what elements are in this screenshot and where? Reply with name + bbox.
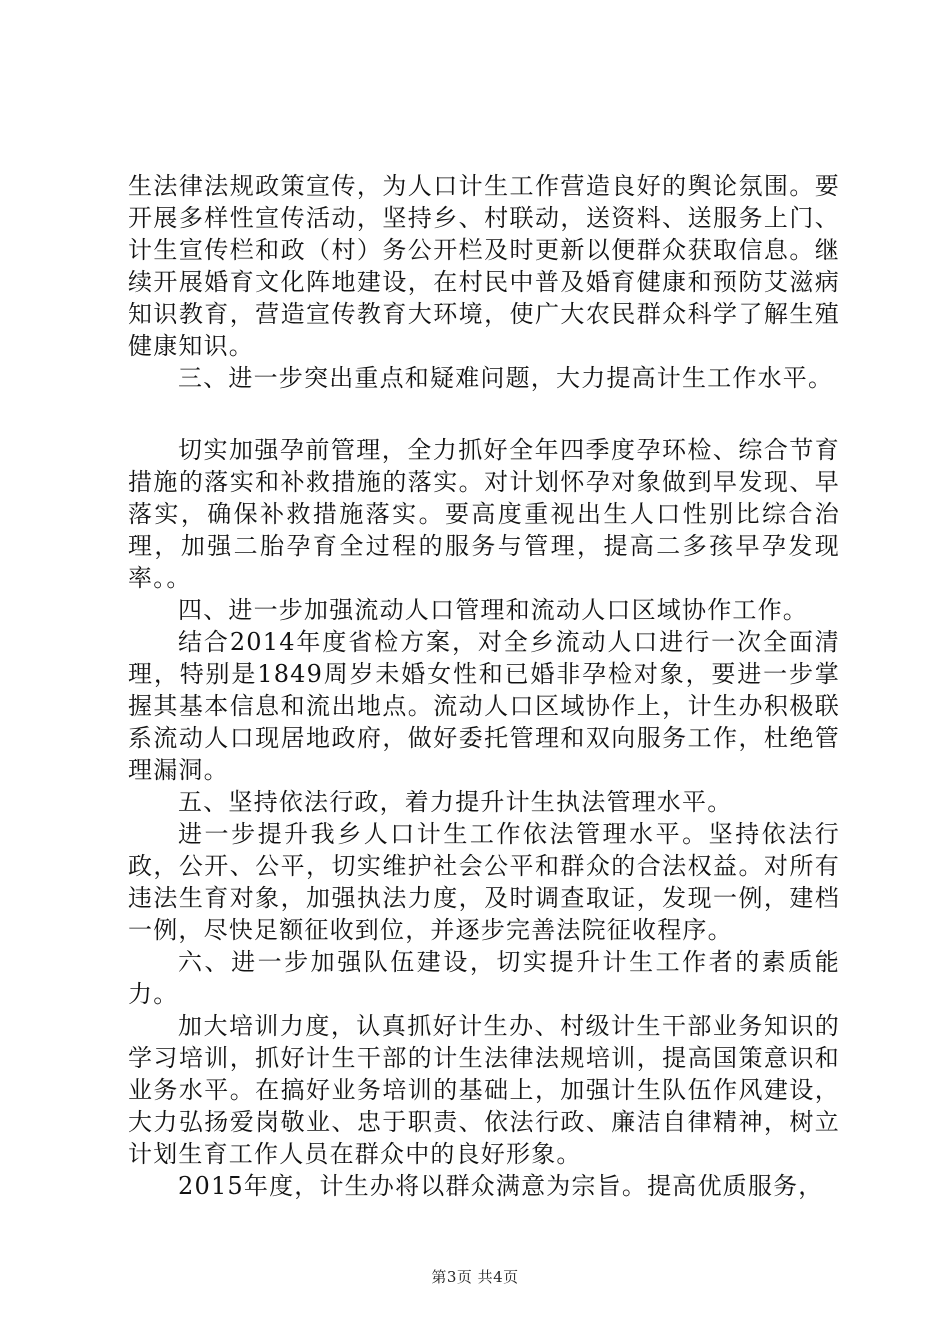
body-paragraph: 切实加强孕前管理，全力抓好全年四季度孕环检、综合节育措施的落实和补救措施的落实。对计划怀孕对象做到早发现、早落实，确保补救措施落实。要高度重视出生人口性别比综合治理，加强二胎孕育全过程的服务与管理，提高二多孩早孕发现率。。 (128, 436, 840, 592)
body-paragraph: 进一步提升我乡人口计生工作依法管理水平。坚持依法行政，公开、公平，切实维护社会公平和群众的合法权益。对所有违法生育对象，加强执法力度，及时调查取证，发现一例，建档一例，尽快足额征收到位，并逐步完善法院征收程序。 (128, 820, 840, 944)
section-heading-5: 五、坚持依法行政，着力提升计生执法管理水平。 (178, 788, 733, 816)
section-heading-4: 四、进一步加强流动人口管理和流动人口区域协作工作。 (178, 596, 808, 624)
body-paragraph: 2015年度，计生办将以群众满意为宗旨。提高优质服务， (178, 1172, 824, 1200)
section-heading-3: 三、进一步突出重点和疑难问题，大力提高计生工作水平。 (178, 364, 834, 392)
document-body (128, 170, 840, 1202)
page-number-footer: 第3页 共4页 (431, 1268, 519, 1286)
body-paragraph: 结合2014年度省检方案，对全乡流动人口进行一次全面清理，特别是1849周岁未婚女性和已婚非孕检对象，要进一步掌握其基本信息和流出地点。流动人口区域协作上，计生办积极联系流动人口现居地政府，做好委托管理和双向服务工作，杜绝管理漏洞。 (128, 628, 840, 784)
body-paragraph: 生法律法规政策宣传，为人口计生工作营造良好的舆论氛围。要开展多样性宣传活动，坚持乡、村联动，送资料、送服务上门、计生宣传栏和政（村）务公开栏及时更新以便群众获取信息。继续开展婚育文化阵地建设，在村民中普及婚育健康和预防艾滋病知识教育，营造宣传教育大环境，使广大农民群众科学了解生殖健康知识。 (128, 172, 840, 360)
section-heading-6: 六、进一步加强队伍建设，切实提升计生工作者的素质能力。 (128, 948, 840, 1008)
body-paragraph: 加大培训力度，认真抓好计生办、村级计生干部业务知识的学习培训，抓好计生干部的计生法律法规培训，提高国策意识和业务水平。在搞好业务培训的基础上，加强计生队伍作风建设，大力弘扬爱岗敬业、忠于职责、依法行政、廉洁自律精神，树立计划生育工作人员在群众中的良好形象。 (128, 1012, 840, 1168)
